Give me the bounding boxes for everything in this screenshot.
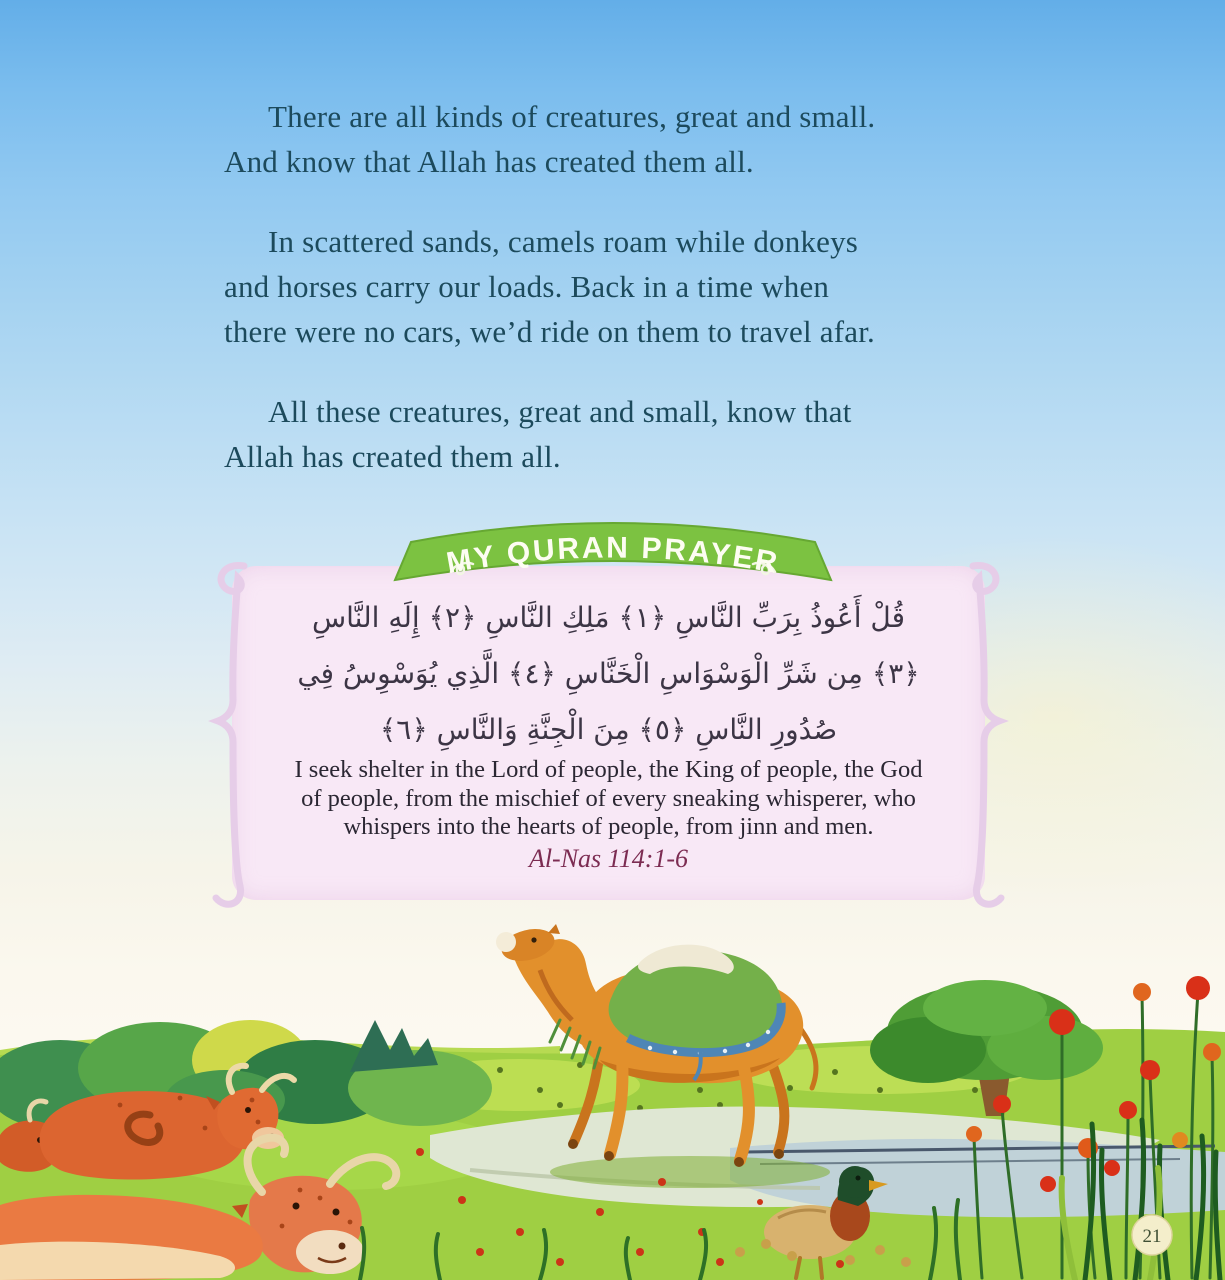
translation-line: I seek shelter in the Lord of people, the King of people, the God <box>294 756 923 783</box>
story-line: There are all kinds of creatures, great and small. <box>268 99 876 134</box>
prayer-scroll <box>232 566 985 900</box>
banner-title: MY QURAN PRAYER <box>444 531 783 581</box>
story-line: there were no cars, we’d ride on them to travel afar. <box>224 314 875 349</box>
story-line: Allah has created them all. <box>224 439 561 474</box>
translation-line: of people, from the mischief of every sneaking whisperer, who <box>301 784 916 812</box>
story-paragraph-3 <box>224 389 999 479</box>
story-text <box>224 94 999 514</box>
arabic-verses <box>232 590 985 758</box>
quran-prayer-banner <box>393 508 833 604</box>
arabic-verse-line: قُلْ أَعُوذُ بِرَبِّ النَّاسِ ﴿١﴾ مَلِكِ النَّاسِ ﴿٢﴾ إِلَهِ النَّاسِ <box>311 601 906 634</box>
page-number: 21 <box>1142 1226 1162 1247</box>
surah-reference: Al-Nas 114:1-6 <box>528 844 689 873</box>
arabic-verse-line: ﴿٣﴾ مِن شَرِّ الْوَسْوَاسِ الْخَنَّاسِ ﴿٤﴾ الَّذِي يُوَسْوِسُ فِي <box>297 657 920 690</box>
meadow-illustration <box>0 900 1225 1280</box>
prayer-translation <box>260 756 957 842</box>
story-paragraph-2 <box>224 219 999 354</box>
story-line: All these creatures, great and small, know that <box>268 394 852 429</box>
story-paragraph-1 <box>224 94 999 184</box>
story-line: and horses carry our loads. Back in a time when <box>224 269 830 304</box>
story-line: And know that Allah has created them all. <box>224 144 754 179</box>
translation-line: whispers into the hearts of people, from jinn and men. <box>343 813 874 840</box>
arabic-verse-line: صُدُورِ النَّاسِ ﴿٥﴾ مِنَ الْجِنَّةِ وَالنَّاسِ ﴿٦﴾ <box>379 713 838 746</box>
story-line: In scattered sands, camels roam while donkeys <box>268 224 859 259</box>
page-number-badge <box>1132 1215 1172 1255</box>
